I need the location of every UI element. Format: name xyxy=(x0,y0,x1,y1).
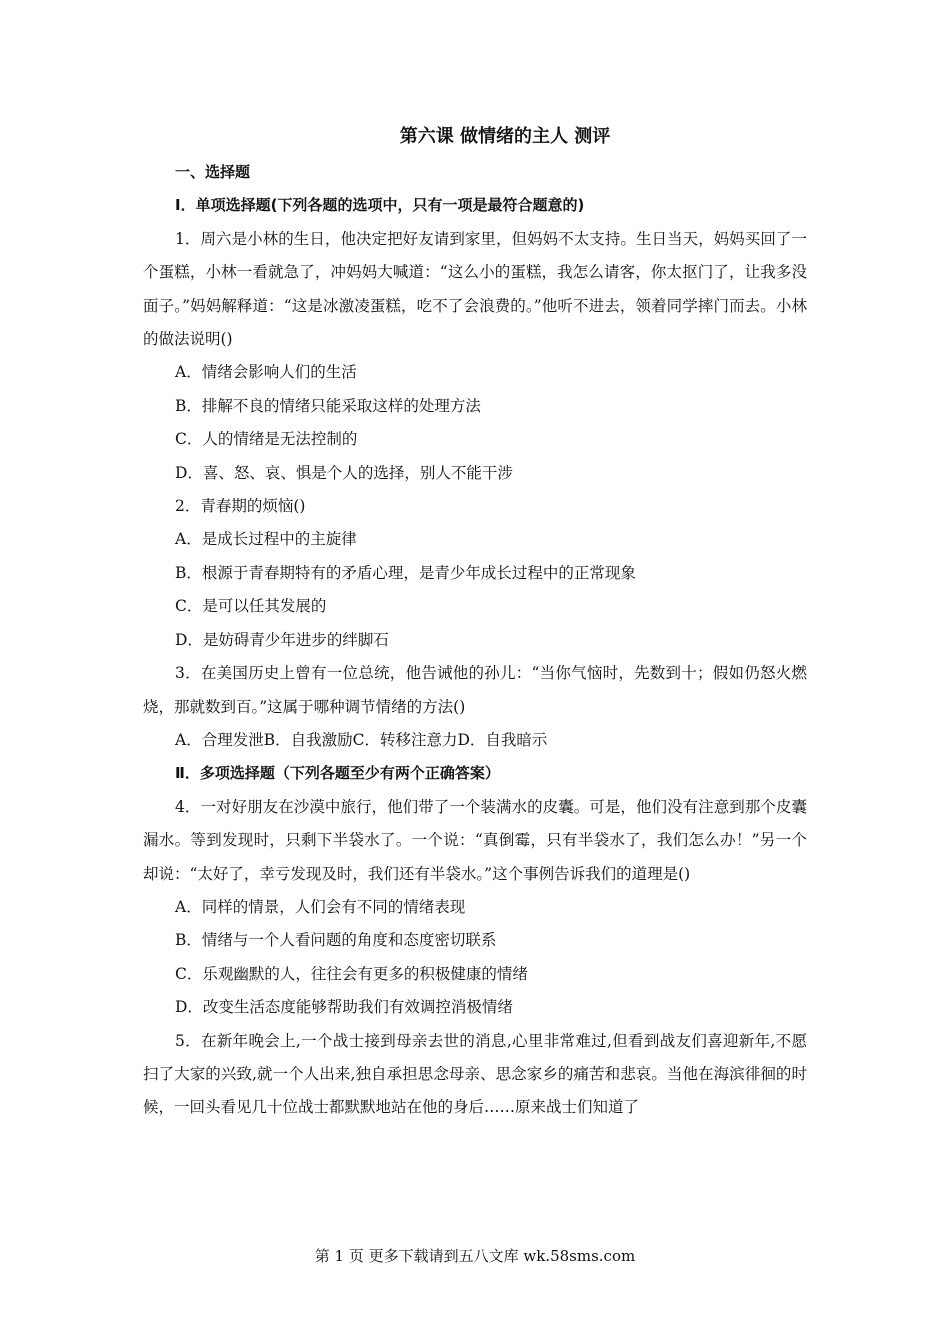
question-3-options: A．合理发泄B．自我激励C．转移注意力D．自我暗示 xyxy=(175,730,548,749)
question-2-stem: 2．青春期的烦恼() xyxy=(175,497,306,516)
question-4-option-b: B．情绪与一个人看问题的角度和态度密切联系 xyxy=(175,931,497,950)
question-4-option-c: C．乐观幽默的人，往往会有更多的积极健康的情绪 xyxy=(175,964,528,983)
question-2-option-a: A．是成长过程中的主旋律 xyxy=(175,530,357,549)
question-1-stem: 1．周六是小林的生日，他决定把好友请到家里，但妈妈不太支持。生日当天，妈妈买回了一个蛋糕，小林一看就急了，冲妈妈大喊道：“这么小的蛋糕，我怎么请客，你太抠门了，让我多没面子。”妈妈解释道：“这是冰激凌蛋糕，吃不了会浪费的。”他听不进去，领着同学摔门而去。小林的做法说明() xyxy=(143,229,807,349)
question-2-option-b: B．根源于青春期特有的矛盾心理，是青少年成长过程中的正常现象 xyxy=(175,563,636,582)
question-3-stem: 3．在美国历史上曾有一位总统，他告诫他的孙儿：“当你气恼时，先数到十；假如仍怒火燃烧，那就数到百。”这属于哪种调节情绪的方法() xyxy=(143,664,807,716)
question-4-stem: 4．一对好朋友在沙漠中旅行，他们带了一个装满水的皮囊。可是，他们没有注意到那个皮囊漏水。等到发现时，只剩下半袋水了。一个说：“真倒霉，只有半袋水了，我们怎么办！”另一个却说：“太好了，幸亏发现及时，我们还有半袋水。”这个事例告诉我们的道理是() xyxy=(143,797,807,883)
section-heading: 一、选择题 xyxy=(175,163,251,181)
part1-heading: Ⅰ．单项选择题(下列各题的选项中，只有一项是最符合题意的) xyxy=(175,196,585,215)
question-2-option-d: D．是妨碍青少年进步的绊脚石 xyxy=(175,630,389,649)
question-1-option-d: D．喜、怒、哀、惧是个人的选择，别人不能干涉 xyxy=(175,463,513,482)
page-title: 第六课 做情绪的主人 测评 xyxy=(399,126,611,147)
question-1-option-c: C．人的情绪是无法控制的 xyxy=(175,430,358,449)
question-1-option-b: B．排解不良的情绪只能采取这样的处理方法 xyxy=(175,396,481,415)
document-body xyxy=(143,122,807,1125)
question-4-option-d: D．改变生活态度能够帮助我们有效调控消极情绪 xyxy=(175,998,513,1017)
question-4-option-a: A．同样的情景，人们会有不同的情绪表现 xyxy=(175,897,466,916)
page-footer: 第 1 页 更多下载请到五八文库 wk.58sms.com xyxy=(314,1247,636,1265)
question-5-stem: 5．在新年晚会上,一个战士接到母亲去世的消息,心里非常难过,但看到战友们喜迎新年,不愿扫了大家的兴致,就一个人出来,独自承担思念母亲、思念家乡的痛苦和悲哀。当他在海滨徘徊的时候，一回头看见几十位战士都默默地站在他的身后……原来战士们知道了 xyxy=(143,1031,807,1117)
part2-heading: Ⅱ．多项选择题（下列各题至少有两个正确答案） xyxy=(175,764,500,783)
question-2-option-c: C．是可以任其发展的 xyxy=(175,597,327,616)
question-1-option-a: A．情绪会影响人们的生活 xyxy=(175,363,357,382)
